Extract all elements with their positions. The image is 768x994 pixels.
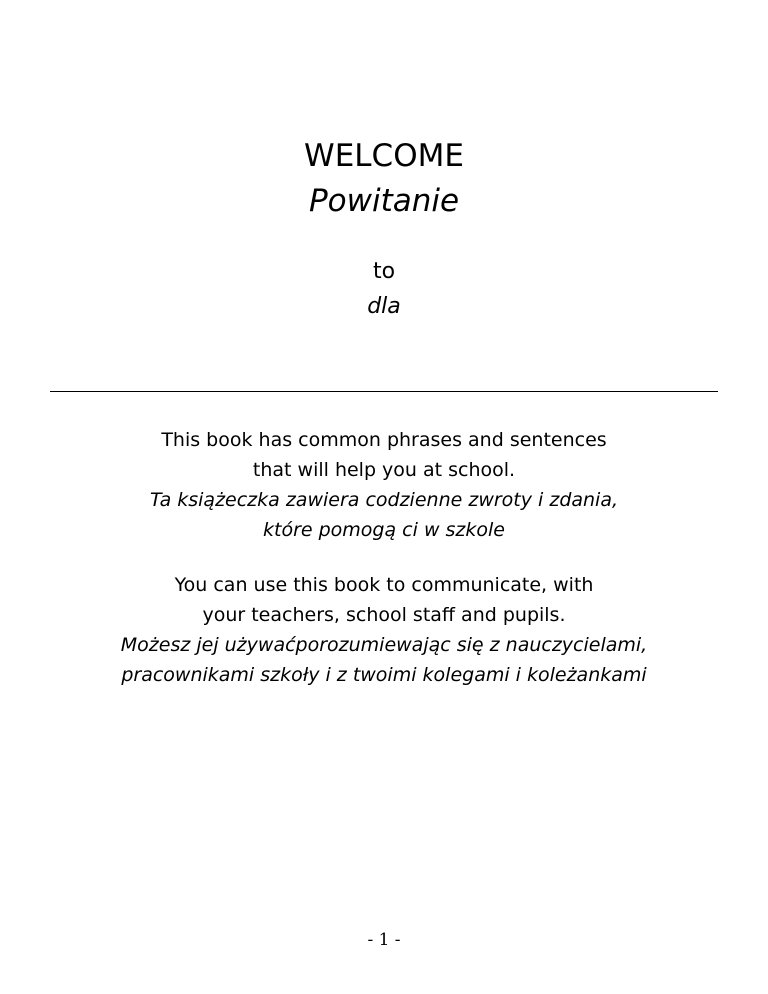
title-polish: Powitanie <box>308 183 460 219</box>
usage-polish-line-1: Możesz jej używaćporozumiewając się z nauczycielami, <box>120 634 648 656</box>
page-number: - 1 - <box>367 930 401 950</box>
to-polish: dla <box>367 294 401 319</box>
name-line-divider <box>50 391 718 392</box>
intro-english-line-1: This book has common phrases and sentences <box>161 429 607 451</box>
intro-paragraph <box>0 425 768 545</box>
intro-english-line-2: that will help you at school. <box>252 459 516 481</box>
usage-english-line-2: your teachers, school staff and pupils. <box>202 604 566 626</box>
title-english: WELCOME <box>304 138 464 174</box>
intro-polish-line-2: które pomogą ci w szkole <box>263 519 505 541</box>
usage-english-line-1: You can use this book to communicate, with <box>174 574 594 596</box>
to-english: to <box>372 259 396 284</box>
intro-polish-line-1: Ta książeczka zawiera codzienne zwroty i zdania, <box>149 489 619 511</box>
usage-polish-line-2: pracownikami szkoły i z twoimi kolegami i koleżankami <box>121 664 647 686</box>
usage-paragraph <box>0 570 768 690</box>
